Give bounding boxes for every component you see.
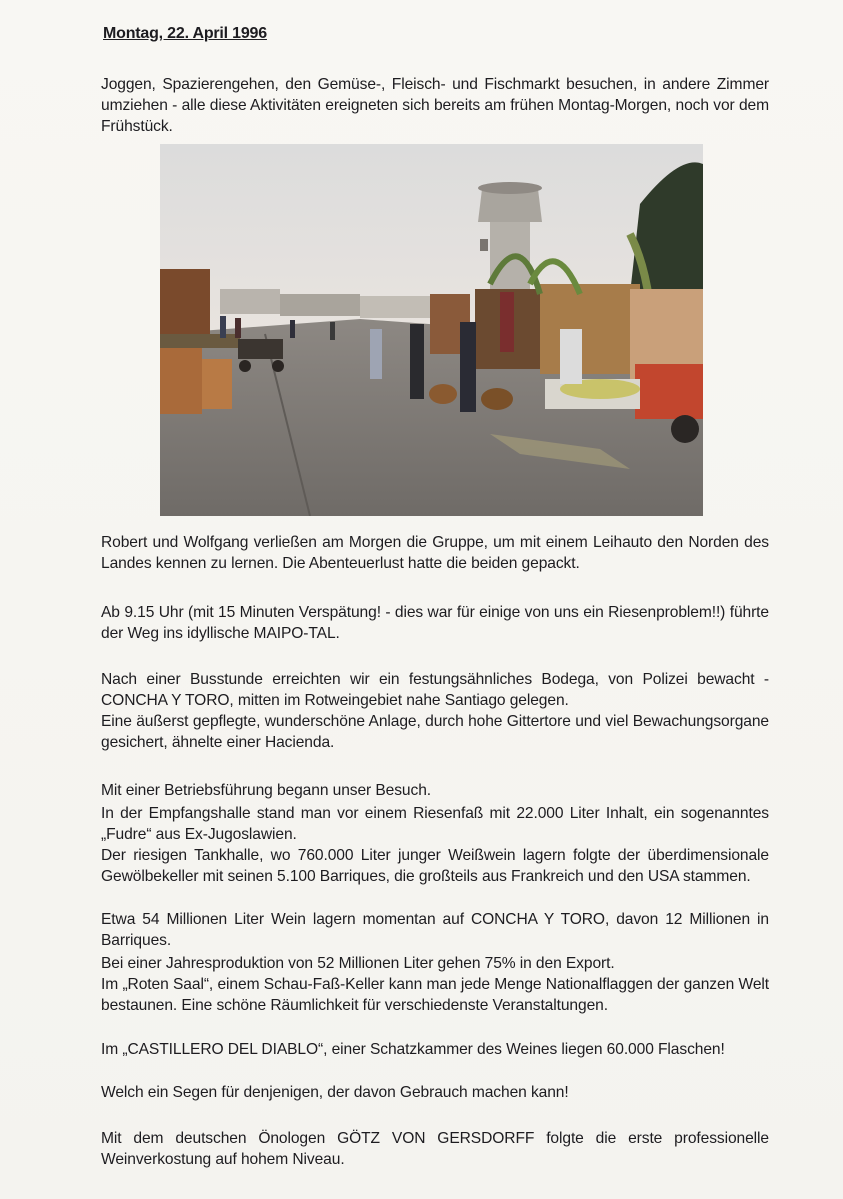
- paragraph-departure: Ab 9.15 Uhr (mit 15 Minuten Verspätung! - dies war für einige von uns ein Riesenproblem!!) führte der Weg ins idyllische MAIPO-TAL.: [101, 604, 769, 642]
- page-date-heading: Montag, 22. April 1996: [103, 25, 267, 42]
- paragraph-wine-storage: Etwa 54 Millionen Liter Wein lagern momentan auf CONCHA Y TORO, davon 12 Millionen in Barriques.: [101, 911, 769, 949]
- paragraph-tour-start: Mit einer Betriebsführung begann unser Besuch.: [101, 782, 432, 799]
- paragraph-wine-tasting: Mit dem deutschen Önologen GÖTZ VON GERSDORFF folgte die erste professionelle Weinverkostung auf hohem Niveau.: [101, 1130, 769, 1168]
- paragraph-hacienda: Eine äußerst gepflegte, wunderschöne Anlage, durch hohe Gittertore und viel Bewachungsorgane gesichert, ähnelte einer Hacienda.: [101, 713, 769, 751]
- paragraph-red-hall: Im „Roten Saal“, einem Schau-Faß-Keller kann man jede Menge Nationalflaggen der ganzen Welt bestaunen. Eine schöne Räumlichkeit für verschiedenste Veranstaltungen.: [101, 976, 769, 1014]
- paragraph-morning-activities: Joggen, Spazierengehen, den Gemüse-, Fleisch- und Fischmarkt besuchen, in andere Zimmer umziehen - alle diese Aktivitäten ereigneten sich bereits am frühen Montag-Morgen, noch vor dem Frühstück.: [101, 76, 769, 135]
- paragraph-robert-wolfgang: Robert und Wolfgang verließen am Morgen die Gruppe, um mit einem Leihauto den Norden des Landes kennen zu lernen. Die Abenteuerlust hatte die beiden gepackt.: [101, 534, 769, 572]
- paragraph-tank-hall: Der riesigen Tankhalle, wo 760.000 Liter junger Weißwein lagern folgte der überdimensionale Gewölbekeller mit seinen 5.100 Barriques, die großteils aus Frankreich und den USA stammen.: [101, 847, 769, 885]
- paragraph-castillero: Im „CASTILLERO DEL DIABLO“, einer Schatzkammer des Weines liegen 60.000 Flaschen!: [101, 1041, 725, 1058]
- paragraph-reception-hall: In der Empfangshalle stand man vor einem Riesenfaß mit 22.000 Liter Inhalt, ein sogenanntes „Fudre“ aus Ex-Jugoslawien.: [101, 805, 769, 843]
- paragraph-production: Bei einer Jahresproduktion von 52 Millionen Liter gehen 75% in den Export.: [101, 955, 615, 972]
- market-photo: [160, 144, 703, 516]
- paragraph-blessing: Welch ein Segen für denjenigen, der davon Gebrauch machen kann!: [101, 1084, 569, 1101]
- paragraph-bodega: Nach einer Busstunde erreichten wir ein festungsähnliches Bodega, von Polizei bewacht - CONCHA Y TORO, mitten im Rotweingebiet nahe Santiago gelegen.: [101, 671, 769, 709]
